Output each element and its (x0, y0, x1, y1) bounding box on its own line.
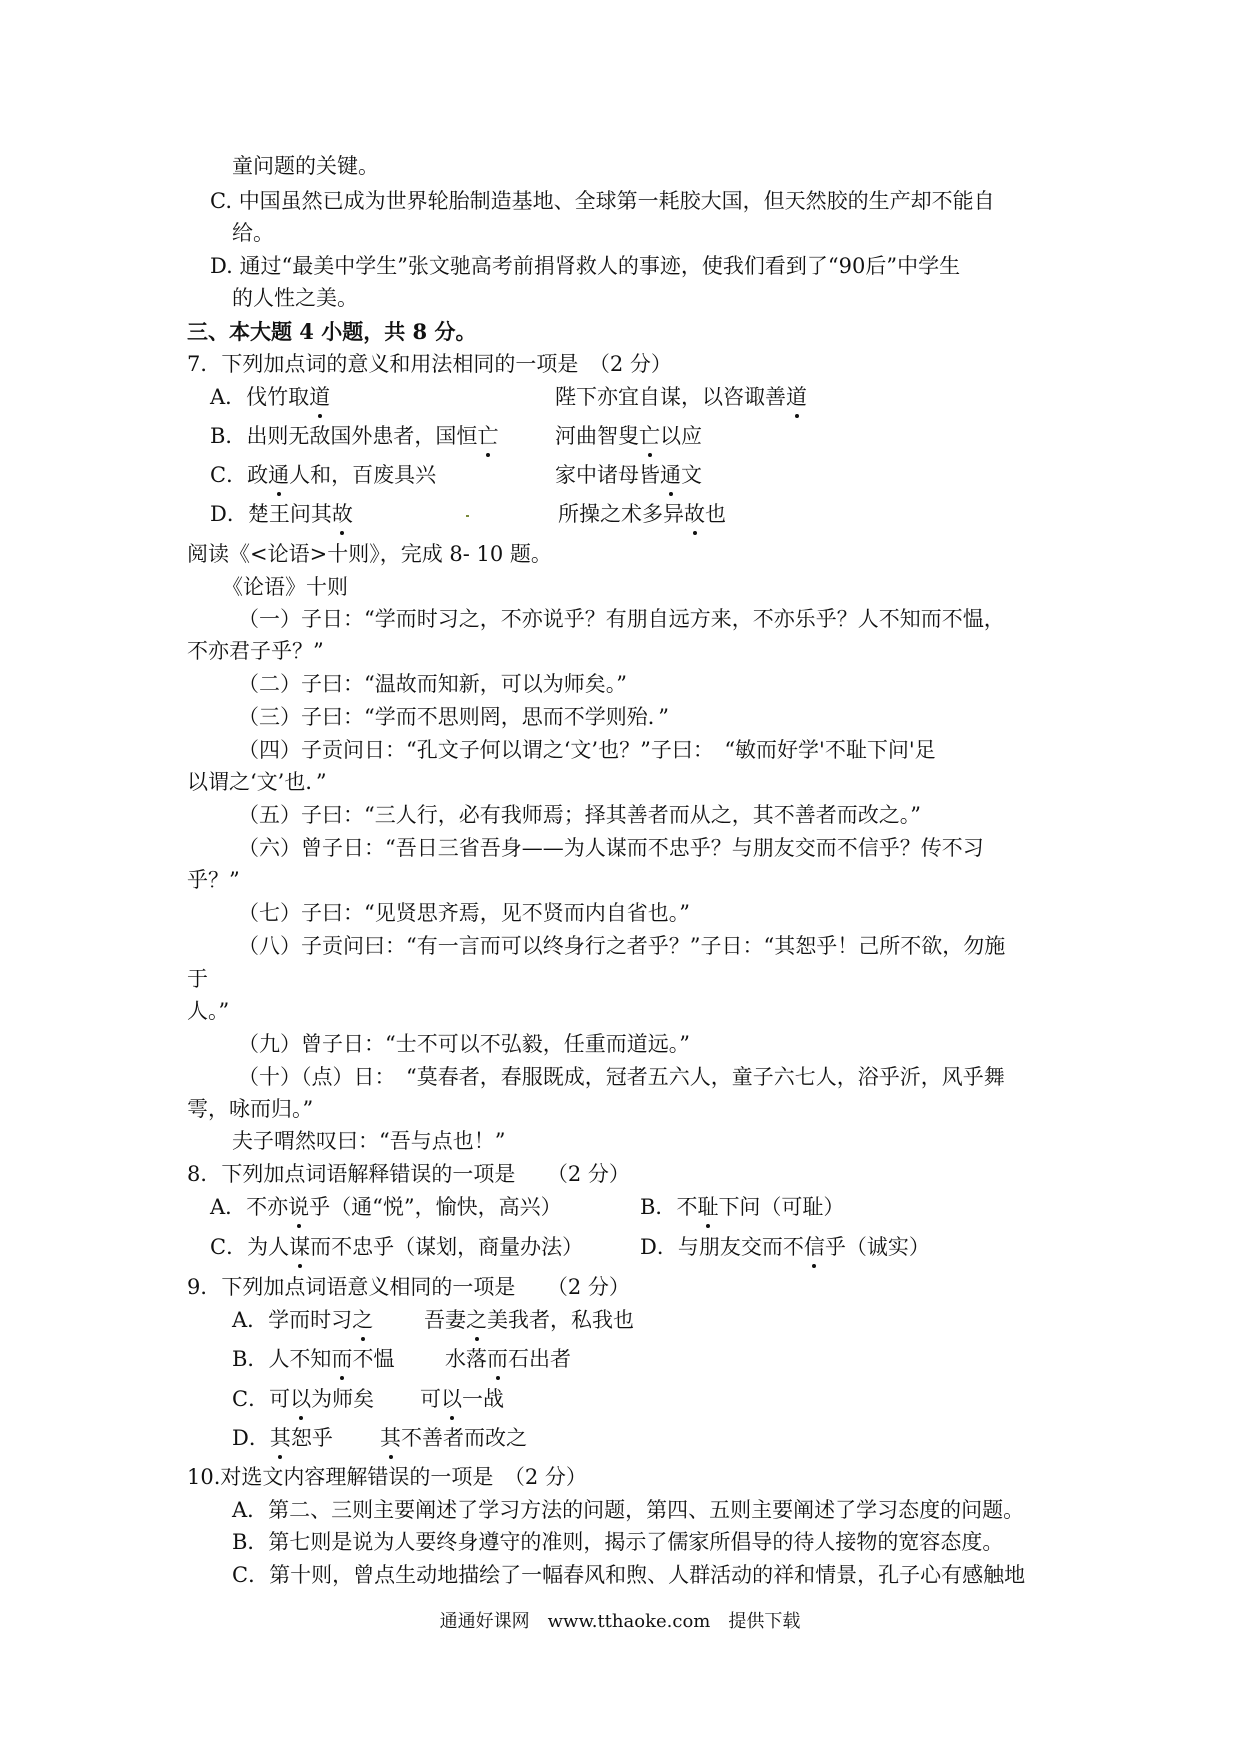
q7-option-b-right (555, 422, 702, 450)
dotted-word: 亡 (477, 424, 499, 448)
passage-line: 人。” (187, 999, 230, 1023)
question-10-stem: 10.对选文内容理解错误的一项是 （2 分） (187, 1465, 587, 1489)
q9-option-c (232, 1385, 374, 1413)
q9-option-a-right (424, 1306, 634, 1334)
passage-line: （五）子曰：“三人行，必有我师焉；择其善者而从之，其不善者而改之。” (238, 803, 921, 827)
option-label: B． (640, 1195, 677, 1219)
option-d-6-cont: 的人性之美。 (232, 286, 358, 310)
option-text: 不亦 (246, 1195, 289, 1219)
option-text: 下问（可耻） (718, 1195, 845, 1219)
option-text: 出则无敌国外患者，国恒 (246, 424, 478, 448)
passage-line: 雩，咏而归。” (187, 1097, 314, 1121)
dotted-word: 信 (803, 1235, 825, 1259)
passage-line: （二）子曰：“温故而知新，可以为师矣。” (238, 672, 627, 696)
option-label: A． (210, 1195, 247, 1219)
option-text: 为人 (247, 1235, 290, 1259)
option-text: 水落 (445, 1347, 487, 1371)
option-c-6 (210, 187, 995, 215)
dotted-word: 而 (487, 1347, 508, 1371)
option-text: 中国虽然已成为世界轮胎制造基地、全球第一耗胶大国，但天然胶的生产却不能自 (238, 189, 995, 213)
option-text: 美我者，私我也 (487, 1308, 634, 1332)
option-text: 文 (681, 463, 702, 487)
q9-option-b-right (445, 1345, 571, 1373)
dotted-word: 以 (290, 1387, 312, 1411)
q7-option-d-right (558, 500, 726, 528)
option-d-6 (210, 252, 960, 280)
reading-intro: 阅读《<论语>十则》，完成 8- 10 题。 (187, 542, 552, 566)
option-label: D. (210, 254, 233, 278)
dotted-word: 谋 (289, 1235, 311, 1259)
option-text: 人不知 (268, 1347, 332, 1371)
option-text: 不善者而改之 (401, 1426, 527, 1450)
option-text: 政 (247, 463, 269, 487)
option-text: 学而时习 (268, 1308, 353, 1332)
option-text: 所操之术多异 (558, 502, 684, 526)
q7-option-a-right (555, 383, 807, 411)
option-label: C． (210, 1235, 248, 1259)
option-label: D． (232, 1426, 270, 1450)
option-text: 与朋友交而不 (677, 1235, 804, 1259)
page-footer: 通通好课网 www.tthaoke.com 提供下载 (439, 1611, 801, 1632)
question-7-stem: 7．下列加点词的意义和用法相同的一项是 （2 分） (187, 352, 672, 376)
dotted-word: 通 (268, 463, 290, 487)
option-text: 可 (420, 1387, 441, 1411)
option-label: C． (210, 463, 248, 487)
q7-option-c-right (555, 461, 702, 489)
option-text: 通过“最美中学生”张文驰高考前捐肾救人的事迹，使我们看到了“90后”中学生 (239, 254, 961, 278)
option-text: 可 (269, 1387, 291, 1411)
q10-option-b: B．第七则是说为人要终身遵守的准则，揭示了儒家所倡导的待人接物的宽容态度。 (232, 1530, 1004, 1554)
option-label: A． (210, 385, 247, 409)
dotted-word: 其 (269, 1426, 291, 1450)
dotted-word: 通 (660, 463, 681, 487)
q7-option-d (210, 500, 353, 528)
passage-line: （七）子曰：“见贤思齐焉，见不贤而内自省也。” (238, 901, 690, 925)
q8-option-a (210, 1193, 562, 1221)
passage-title: 《论语》十则 (222, 575, 348, 599)
option-c-6-cont: 给。 (232, 221, 274, 245)
q9-option-b (232, 1345, 394, 1373)
q9-option-c-right (420, 1385, 504, 1413)
scan-speck (466, 515, 469, 517)
option-text: 石出者 (508, 1347, 571, 1371)
option-text: 陛下亦宜自谋，以咨诹善 (555, 385, 786, 409)
option-text: 楚王问其 (247, 502, 332, 526)
option-label: A． (232, 1308, 269, 1332)
q9-option-a (232, 1306, 373, 1334)
q9-option-d (232, 1424, 333, 1452)
passage-line: （十）（点）日： “莫春者，春服既成，冠者五六人，童子六七人，浴乎沂，风乎舞 (238, 1065, 1005, 1089)
option-text: 伐竹取 (246, 385, 310, 409)
question-9-stem: 9．下列加点词语意义相同的一项是 （2 分） (187, 1275, 630, 1299)
option-text: 为师矣 (311, 1387, 375, 1411)
q10-option-a: A．第二、三则主要阐述了学习方法的问题，第四、五则主要阐述了学习态度的问题。 (232, 1498, 1025, 1522)
passage-line: （九）曾子日：“士不可以不弘毅，任重而道远。” (238, 1032, 690, 1056)
option-text: 不愠 (352, 1347, 395, 1371)
dotted-word: 而 (331, 1347, 353, 1371)
q8-option-b (640, 1193, 844, 1221)
option-label: D． (640, 1235, 678, 1259)
option-text: 人和，百废具兴 (289, 463, 437, 487)
option-text: 而不忠乎（谋划，商量办法） (310, 1235, 584, 1259)
q8-option-d (640, 1233, 930, 1261)
q9-option-d-right (380, 1424, 527, 1452)
option-text: 河曲智叟 (555, 424, 639, 448)
q7-option-a (210, 383, 330, 411)
option-text: 家中诸母皆 (555, 463, 660, 487)
dotted-word: 说 (288, 1195, 310, 1219)
option-text: 不 (676, 1195, 698, 1219)
dotted-word: 耻 (697, 1195, 719, 1219)
passage-line: （四）子贡问日：“孔文子何以谓之‘文’也？”子曰： “敏而好学'不耻下问'足 (238, 738, 936, 762)
dotted-word: 以 (441, 1387, 462, 1411)
passage-line: 于 (187, 967, 208, 991)
option-text: 乎（诚实） (824, 1235, 930, 1259)
passage-line: （三）子曰：“学而不思则罔，思而不学则殆．” (238, 705, 669, 729)
passage-line: 夫子喟然叹曰：“吾与点也！” (232, 1129, 506, 1153)
section-heading: 三、本大题 4 小题，共 8 分。 (187, 319, 477, 344)
option-label: B． (232, 1347, 269, 1371)
option-label: C. (210, 189, 232, 213)
dotted-word: 道 (786, 385, 807, 409)
passage-line: 以谓之‘文’也．” (187, 770, 327, 794)
option-text: 乎（通“悦”，愉快，高兴） (309, 1195, 562, 1219)
option-label: D． (210, 502, 248, 526)
dotted-word: 亡 (639, 424, 660, 448)
passage-line: （八）子贡问曰：“有一言而可以终身行之者乎？”子日：“其恕乎！己所不欲，勿施 (238, 934, 1006, 958)
dotted-word: 故 (684, 502, 705, 526)
passage-line: （一）子日：“学而时习之，不亦说乎？有朋自远方来，不亦乐乎？人不知而不愠， (238, 607, 1005, 631)
passage-line: 不亦君子乎？” (187, 639, 324, 663)
question-8-stem: 8．下列加点词语解释错误的一项是 （2 分） (187, 1162, 630, 1186)
dotted-word: 之 (466, 1308, 487, 1332)
passage-line: （六）曾子日：“吾日三省吾身——为人谋而不忠乎？与朋友交而不信乎？传不习 (238, 836, 984, 860)
option-label: B． (210, 424, 247, 448)
dotted-word: 之 (352, 1308, 374, 1332)
option-text: 也 (705, 502, 726, 526)
dotted-word: 其 (380, 1426, 401, 1450)
option-text: 吾妻 (424, 1308, 466, 1332)
q7-option-c (210, 461, 436, 489)
option-text: 恕乎 (290, 1426, 333, 1450)
passage-line: 乎？” (187, 868, 240, 892)
dotted-word: 故 (331, 502, 353, 526)
option-label: C． (232, 1387, 270, 1411)
q7-option-b (210, 422, 498, 450)
option-text: 以应 (660, 424, 702, 448)
q8-option-c (210, 1233, 583, 1261)
q10-option-c: C．第十则，曾点生动地描绘了一幅春风和煦、人群活动的祥和情景，孔子心有感触地 (232, 1563, 1026, 1587)
line-continuation: 童问题的关键。 (232, 154, 379, 178)
dotted-word: 道 (309, 385, 331, 409)
option-text: 一战 (462, 1387, 504, 1411)
